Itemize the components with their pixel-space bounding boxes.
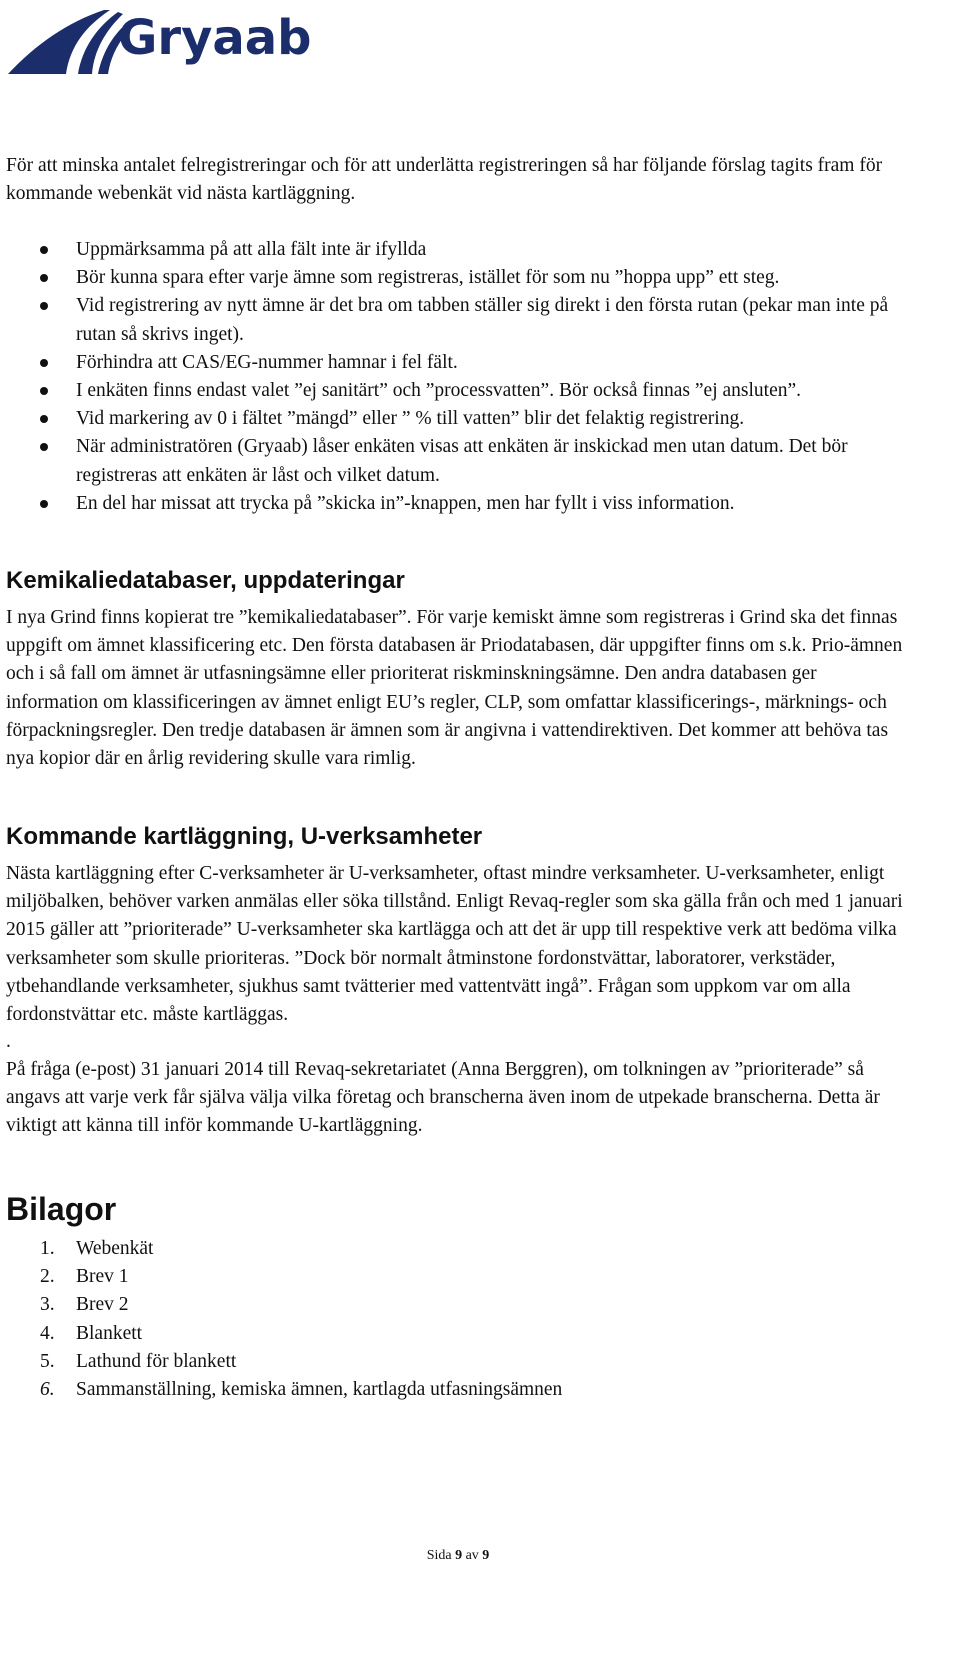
list-item: Bör kunna spara efter varje ämne som registreras, istället för som nu ”hoppa upp” ett steg. [6,264,906,292]
bullet-icon [40,387,48,395]
list-item: Vid registrering av nytt ämne är det bra om tabben ställer sig direkt i den första rutan (pekar man inte på rutan så skrivs inget). [6,292,906,348]
list-item: Vid markering av 0 i fältet ”mängd” eller ” % till vatten” blir det felaktig registrering. [6,405,906,433]
gryaab-logo [6,4,312,80]
list-item: 4. Blankett [40,1322,143,1344]
logo-wordmark: Gryaab [118,10,312,66]
chemicals-paragraph: I nya Grind finns kopierat tre ”kemikaliedatabaser”. För varje kemiskt ämne som registreras i Grind ska det finnas uppgift om ämnet klassificering etc. Den första databasen är Priodatabasen, där uppgifter finns om s.k. Prio-ämnen och i så fall om ämnet är utfasningsämne eller prioriterat riskminskningsämne. Den andra databasen ger information om klassificeringen av ämnet enligt EU’s regler, CLP, som omfattar klassificerings-, märknings- och förpackningsregler. Den tredje databasen är ämnen som är angivna i vattendirektiven. Det kommer att behöva tas nya kopior där en årlig revidering skulle vara rimlig. [6,607,903,770]
bullet-icon [40,359,48,367]
bullet-icon [40,246,48,254]
u-activities-paragraph: Nästa kartläggning efter C-verksamheter är U-verksamheter, oftast mindre verksamheter. U-verksamheter, enligt miljöbalken, behöver varken anmälas eller söka tillstånd. Enligt Revaq-regler som ska gälla från och med 1 januari 2015 gäller att ”prioriterade” U-verksamheter ska kartlägga och att det är upp till respektive verk att bedöma vilka verksamheter som skulle prioriteras. ”Dock bör normalt åtminstone fordonstvättar, laboratorer, verkstäder, ytbehandlande verksamheter, sjukhus samt tvätterier med vattentvätt ingå”. Frågan som uppkom var om alla fordonstvättar etc. måste kartläggas. [6,863,903,1026]
intro-paragraph: För att minska antalet felregistreringar och för att underlätta registreringen så har följande förslag tagits fram för kommande webenkät vid nästa kartläggning. [6,155,883,205]
list-item: En del har missat att trycka på ”skicka in”-knappen, men har fyllt i viss information. [6,490,906,518]
section-heading-u-activities: Kommande kartläggning, U-verksamheter [6,823,483,850]
list-item: 5. Lathund för blankett [40,1350,237,1372]
revaq-paragraph: På fråga (e-post) 31 januari 2014 till Revaq-sekretariatet (Anna Berggren), om tolkningen av ”prioriterade” så angavs att varje verk får själva välja vilka företag och branscherna även inom de utpekade branscherna. Detta är viktigt att känna till inför kommande U-kartläggning. [6,1059,880,1137]
stray-dot: . [6,1031,11,1052]
attachments-list [6,1235,906,1404]
bullet-icon [40,302,48,310]
list-item: I enkäten finns endast valet ”ej sanitärt” och ”processvatten”. Bör också finnas ”ej ansluten”. [6,377,906,405]
bullet-icon [40,500,48,508]
list-item: När administratören (Gryaab) låser enkäten visas att enkäten är inskickad men utan datum. Det bör registreras att enkäten är låst och vilket datum. [6,433,906,489]
bullet-icon [40,415,48,423]
list-item: Förhindra att CAS/EG-nummer hamnar i fel fält. [6,349,906,377]
list-item: 2. Brev 1 [40,1266,129,1288]
list-item: 1. Webenkät [40,1238,154,1259]
list-item: 6. Sammanställning, kemiska ämnen, kartlagda utfasningsämnen [40,1379,563,1401]
list-item: 3. Brev 2 [40,1294,129,1316]
section-heading-chemicals: Kemikaliedatabaser, uppdateringar [6,567,405,594]
bullet-icon [40,274,48,282]
suggestion-list [6,236,906,518]
swoosh-logo-icon [6,4,126,80]
list-item: Uppmärksamma på att alla fält inte är ifyllda [6,236,906,264]
bullet-icon [40,443,48,451]
page-footer: Sida 9 av 9 [426,1548,490,1563]
attachments-heading: Bilagor [6,1191,117,1227]
